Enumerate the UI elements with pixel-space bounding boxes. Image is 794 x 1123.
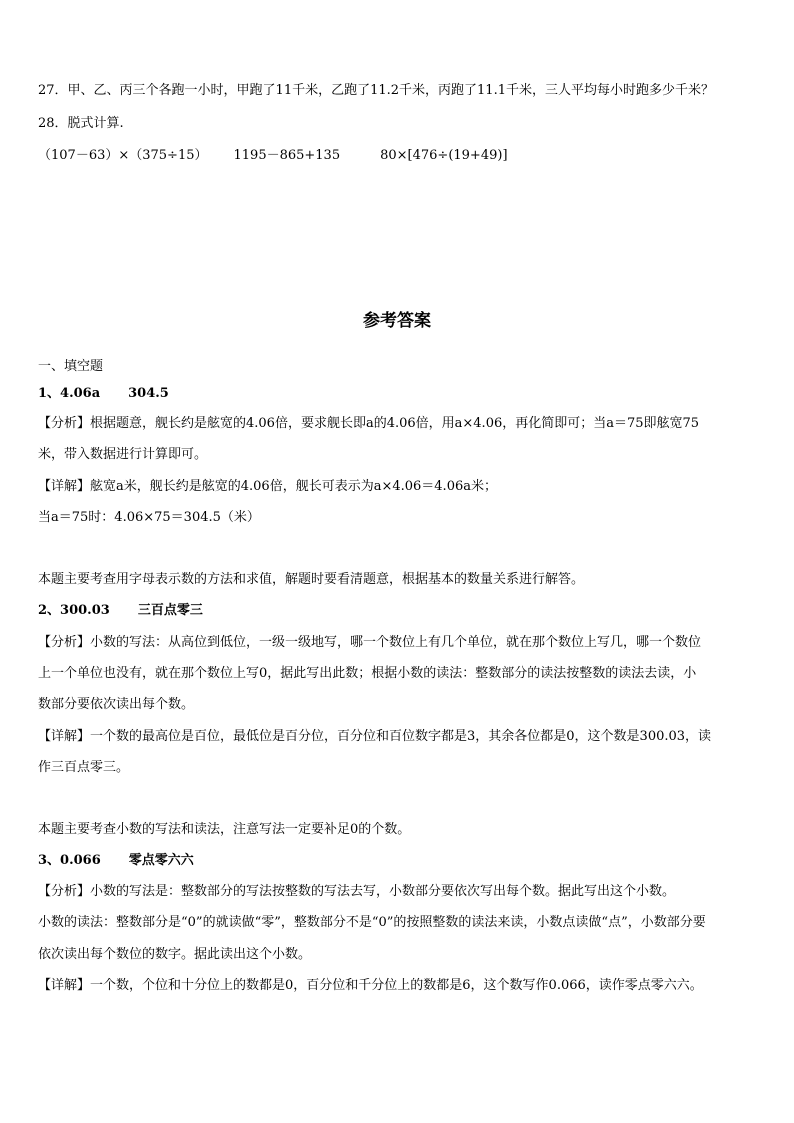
question-28: 28．脱式计算. xyxy=(38,116,124,131)
answer-3-number: 3、0.066 xyxy=(38,853,101,868)
answer-1-analysis-line-2: 米，带入数据进行计算即可。 xyxy=(38,447,208,462)
answer-2-analysis-line-1: 【分析】小数的写法：从高位到低位，一级一级地写，哪一个数位上有几个单位，就在那个数位上写几，哪一个数位 xyxy=(38,635,702,650)
answer-2-number: 2、300.03 xyxy=(38,603,110,618)
answer-2-analysis-line-3: 数部分要依次读出每个数。 xyxy=(38,697,195,712)
answer-3-analysis-line-1: 【分析】小数的写法是：整数部分的写法按整数的写法去写，小数部分要依次写出每个数。据此写出这个小数。 xyxy=(38,884,676,899)
section-heading: 一、填空题 xyxy=(38,359,104,374)
answer-2-analysis-line-2: 上一个单位也没有，就在那个数位上写0，据此写出此数；根据小数的读法：整数部分的读法按整数的读法去读，小 xyxy=(38,666,697,681)
answer-1-header xyxy=(38,385,754,403)
answer-1-detail-line-2: 当a＝75时：4.06×75＝304.5（米） xyxy=(38,510,260,525)
answer-1-detail-line-1: 【详解】舷宽a米，舰长约是舷宽的4.06倍，舰长可表示为a×4.06＝4.06a米； xyxy=(38,479,497,494)
answer-3-analysis-line-3: 依次读出每个数位的数字。据此读出这个小数。 xyxy=(38,947,312,962)
answer-2-header xyxy=(38,602,754,620)
answer-3-detail-line-1: 【详解】一个数，个位和十分位上的数都是0，百分位和千分位上的数都是6，这个数写作0.066，读作零点零六六。 xyxy=(38,978,703,993)
question-27: 27．甲、乙、丙三个各跑一小时，甲跑了11千米，乙跑了11.2千米，丙跑了11.1千米，三人平均每小时跑多少千米？ xyxy=(38,83,714,98)
answer-1-summary: 本题主要考查用字母表示数的方法和求值，解题时要看清题意，根据基本的数量关系进行解答。 xyxy=(38,572,585,587)
answer-1-analysis-line-1: 【分析】根据题意，舰长约是舷宽的4.06倍，要求舰长即a的4.06倍，用a×4.06，再化简即可；当a＝75即舷宽75 xyxy=(38,416,700,431)
calc-expression-2: 1195－865+135 xyxy=(233,148,341,163)
answer-2-detail-line-1: 【详解】一个数的最高位是百位，最低位是百分位，百分位和百位数字都是3，其余各位都是0，这个数是300.03，读 xyxy=(38,729,712,744)
section-title: 参考答案 xyxy=(363,311,431,331)
answer-3-analysis-line-2: 小数的读法：整数部分是“0”的就读做“零”，整数部分不是“0”的按照整数的读法来读，小数点读做“点”，小数部分要 xyxy=(38,915,706,930)
calc-expression-3: 80×[476÷(19+49)] xyxy=(380,148,508,163)
answer-3-header xyxy=(38,852,754,870)
calc-row xyxy=(38,147,754,165)
answer-2-detail-line-2: 作三百点零三。 xyxy=(38,760,130,775)
answer-1-number: 1、4.06a xyxy=(38,386,101,401)
answer-2-extra: 三百点零三 xyxy=(137,603,203,618)
answer-2-summary: 本题主要考查小数的写法和读法，注意写法一定要补足0的个数。 xyxy=(38,822,411,837)
calc-expression-1: （107－63）×（375÷15） xyxy=(38,148,208,163)
answer-3-extra: 零点零六六 xyxy=(128,853,194,868)
answer-1-extra: 304.5 xyxy=(128,386,169,401)
